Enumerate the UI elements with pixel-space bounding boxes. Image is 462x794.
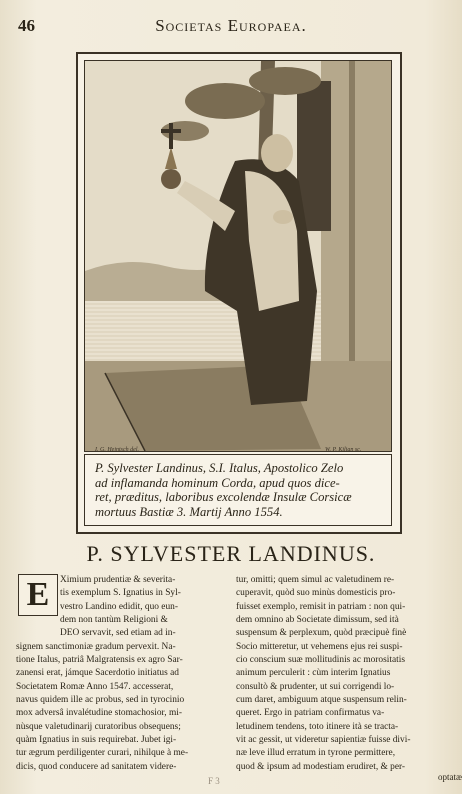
text-line: DEO servavit, sed etiam ad in-: [60, 628, 176, 639]
engraving-image: [85, 61, 391, 451]
text-line: quàm Ignatius in suis requirebat. Jubet igi-: [16, 735, 177, 746]
text-line: dem omnino ab Societate dimissum, sed ità: [236, 615, 399, 626]
text-line: cum daret, ambiguum atque suspensum relin-: [236, 695, 407, 706]
drop-cap: E: [18, 574, 58, 616]
text-line: Socio mitteretur, ut vehemens ejus rei suspi-: [236, 641, 403, 652]
text-line: Societatem Romæ Anno 1547. accesserat,: [16, 681, 174, 692]
page-number: 46: [18, 16, 35, 35]
text-line: navus quidem ille ac probus, sed in tyrocinio: [16, 695, 185, 706]
text-line: cuperavit, quòd suo minùs domesticis pro-: [236, 588, 396, 599]
text-line: fuisset exemplo, remisit in patriam : non qui-: [236, 601, 406, 612]
running-title: Societas Europaea.: [155, 16, 307, 35]
text-line: nùsque valetudinarij curatoribus obsequens;: [16, 721, 181, 732]
text-line: mox adversâ invalétudine stomachosior, mi-: [16, 708, 182, 719]
text-line: tione Italus, patriâ Malgratensis ex agro Sar-: [16, 655, 183, 666]
text-line: vestro Landino edidit, quo eun-: [60, 601, 178, 612]
engraving-illustration: [84, 60, 392, 452]
caption-line: P. Sylvester Landinus, S.I. Italus, Apostolico Zelo: [95, 461, 344, 475]
chapter-title: P. SYLVESTER LANDINUS.: [86, 541, 376, 566]
caption-line: ad inflamanda hominum Corda, apud quos dice-: [95, 475, 340, 490]
signature-mark: F 3: [208, 776, 220, 786]
text-line: cio conscium suæ mollitudinis ac morositatis: [236, 655, 405, 666]
text-line: quod & ipsum ad modestiam erudiret, & per-: [236, 761, 406, 772]
text-line: consultò & prudenter, ut sui corrigendi lo-: [236, 681, 395, 692]
plate-caption: [84, 454, 392, 526]
text-line: zanensi erat, jámque Sacerdotio initiatus ad: [16, 668, 179, 679]
text-line: dicis, quod conducere ad sanitatem videre-: [16, 761, 177, 772]
text-line: letudinem tendens, toto itinere ità se tracta-: [236, 721, 399, 732]
text-line: næ leve illud erratum in tyrone permittere,: [236, 748, 396, 759]
text-line: tur, omitti; quem simul ac valetudinem re-: [236, 575, 395, 585]
caption-line: mortuus Bastiæ 3. Martij Anno 1554.: [95, 504, 283, 519]
caption-line: ret, præditus, laboribus excolendæ Insulæ Corsicæ: [95, 490, 352, 504]
left-column: [16, 574, 222, 774]
text-line: dem non tantùm Religioni &: [60, 615, 168, 626]
text-line: signem sanctimoniæ gradum pervexit. Na-: [16, 641, 176, 652]
body-text: [14, 574, 450, 788]
text-line: tur ægrum perdiligenter curari, nihilque à me-: [16, 748, 189, 759]
credit-left: I. G. Heintsch del.: [95, 447, 139, 452]
right-column: [236, 574, 442, 774]
catchword: optatæ: [438, 772, 462, 782]
text-line: Ximium prudentiæ & severita-: [60, 575, 176, 585]
text-line: queret. Ergo in patriam confirmatus va-: [236, 708, 385, 719]
text-line: vit ac gessit, ut videretur sapientiæ fuisse divi-: [236, 735, 411, 746]
text-line: tis exemplum S. Ignatius in Syl-: [60, 588, 181, 599]
credit-right: W. P. Kilian sc.: [325, 447, 362, 452]
page-header: [14, 14, 448, 40]
engraving-plate: [76, 52, 402, 534]
text-line: suspensum & perplexum, quòd præcipuè finè: [236, 628, 407, 639]
text-line: animum perculerit : cùm interim Ignatius: [236, 668, 391, 679]
